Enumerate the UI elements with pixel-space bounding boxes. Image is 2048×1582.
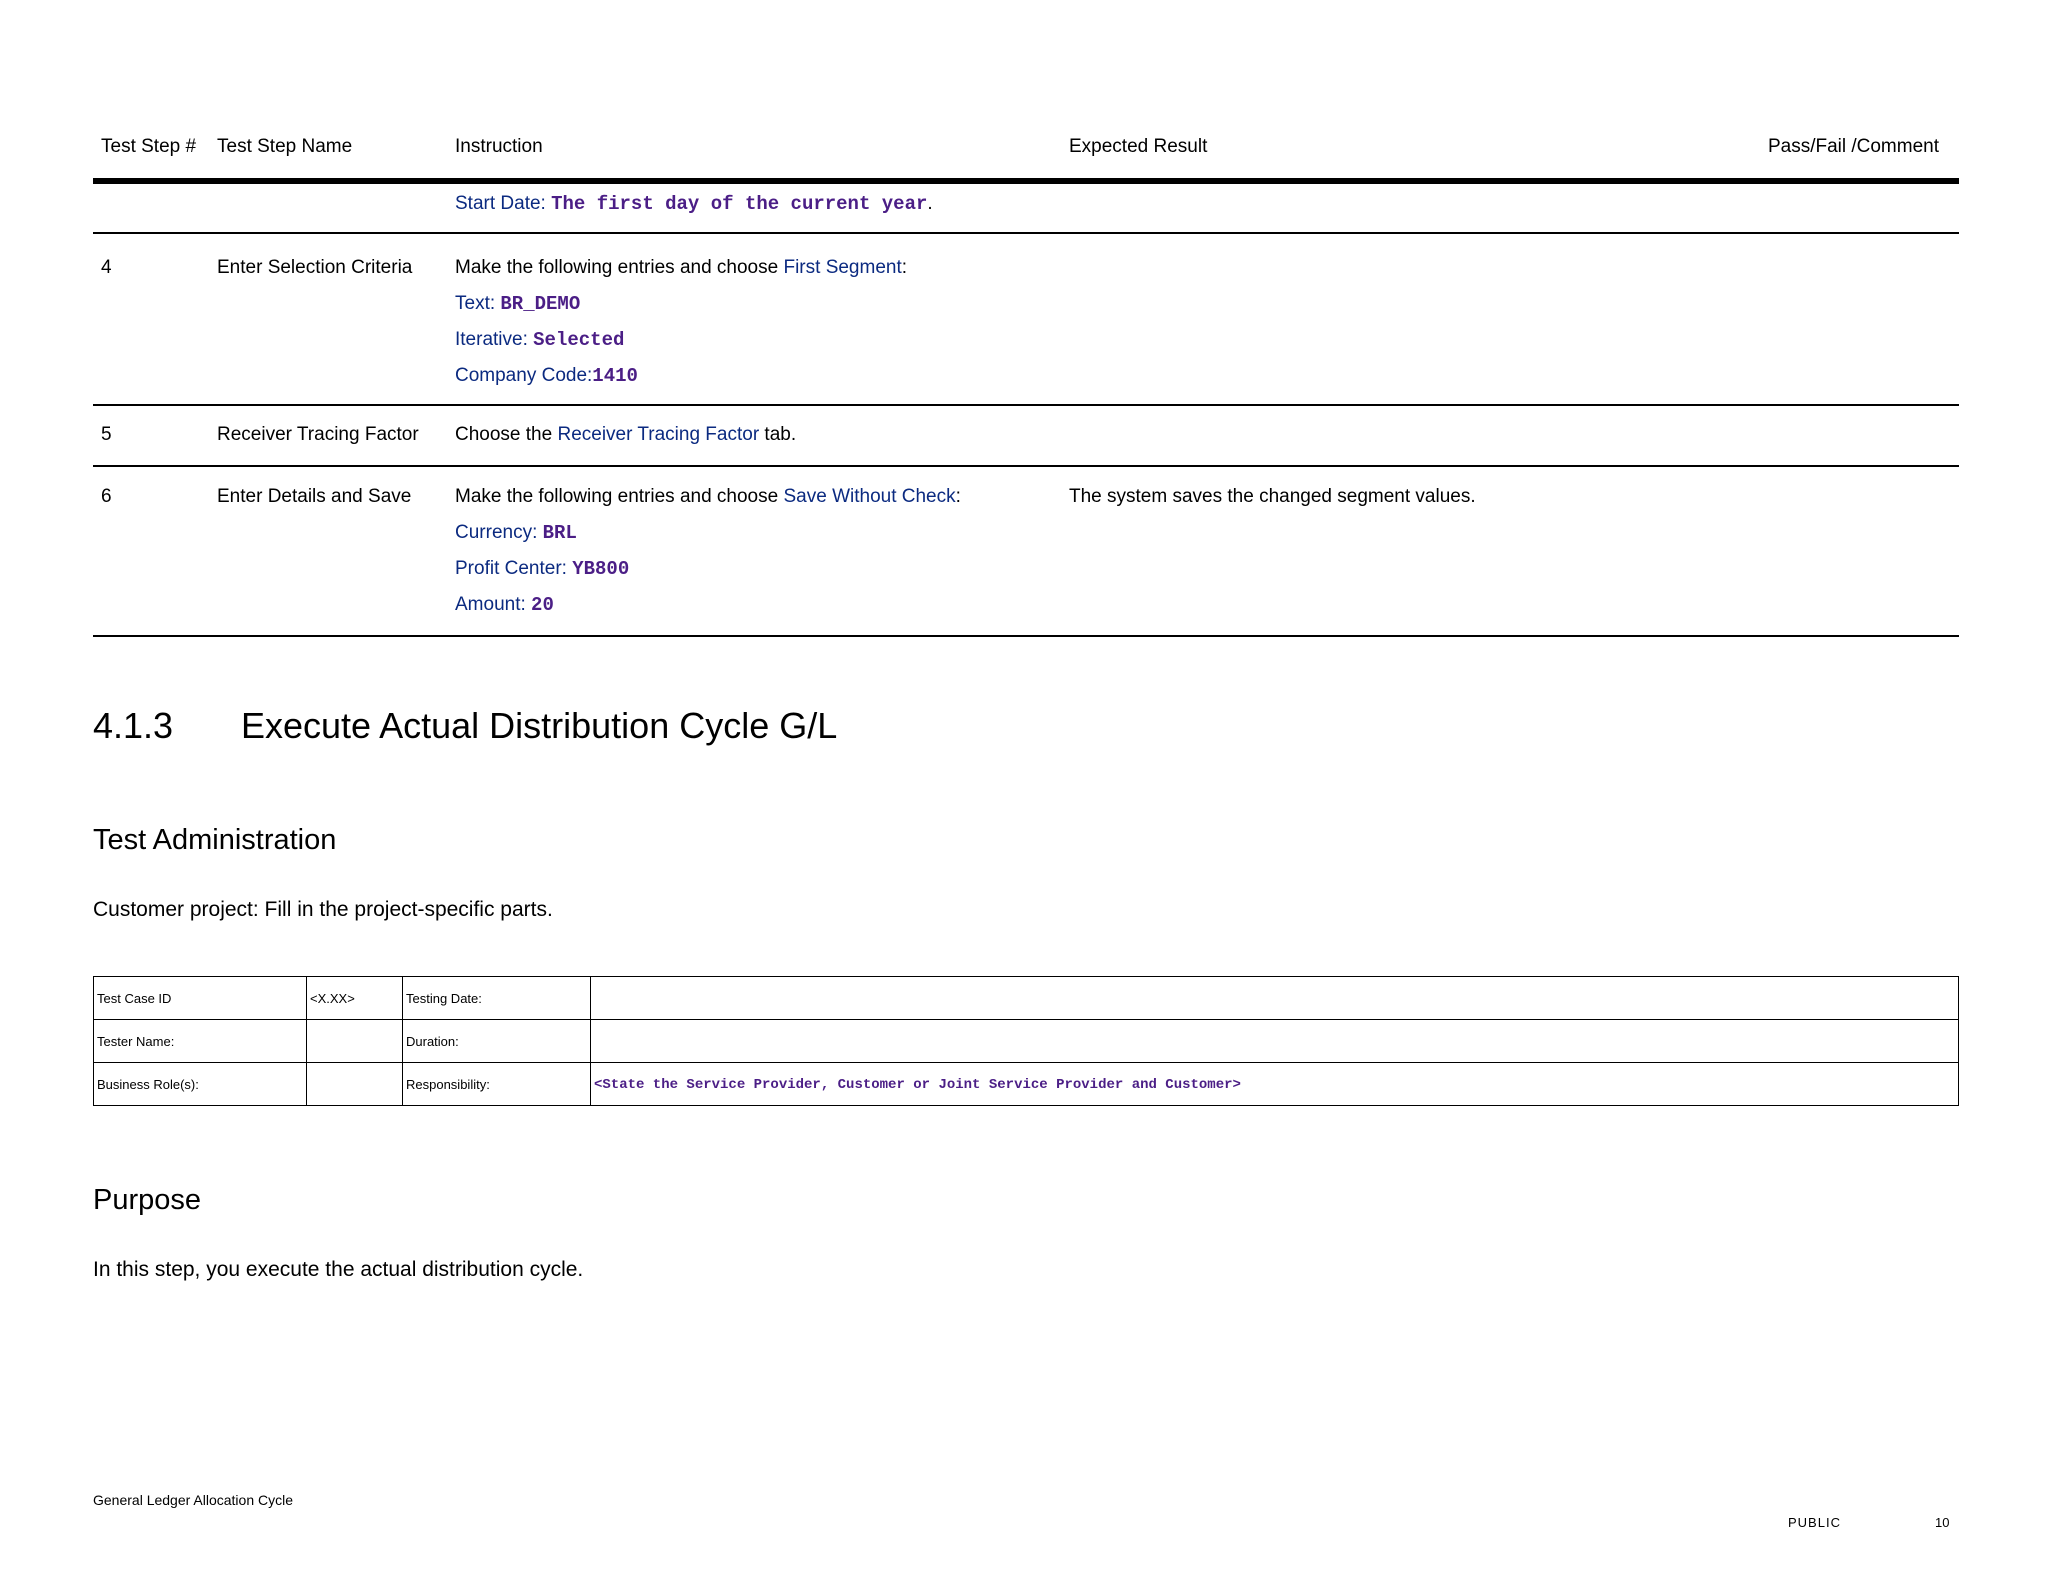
- company-code-value: 1410: [592, 365, 638, 387]
- test-administration-table: [93, 976, 1959, 1106]
- tester-name-label: Tester Name:: [94, 1020, 307, 1063]
- step-number: 6: [101, 486, 112, 507]
- purpose-text: In this step, you execute the actual distribution cycle.: [93, 1258, 584, 1281]
- table-row: [93, 184, 1959, 234]
- section-title: Execute Actual Distribution Cycle G/L: [241, 705, 838, 746]
- table-row: [94, 1020, 1959, 1063]
- expected-result: The system saves the changed segment values.: [1069, 486, 1476, 507]
- action-first-segment: First Segment: [783, 257, 902, 278]
- iterative-value: Selected: [533, 329, 625, 351]
- header-step-number: Test Step #: [101, 136, 197, 157]
- table-row: [93, 406, 1959, 467]
- responsibility-value: [591, 1063, 1959, 1106]
- table-row: [94, 1063, 1959, 1106]
- duration-label: Duration:: [403, 1020, 591, 1063]
- responsibility-placeholder: <State the Service Provider, Customer or Joint Service Provider and Customer>: [594, 1076, 1241, 1093]
- currency-label: Currency:: [455, 522, 538, 543]
- action-save-without-check: Save Without Check: [783, 486, 956, 507]
- footer-page-number: 10: [1935, 1515, 1950, 1530]
- start-date-value: The first day of the current year: [551, 193, 928, 215]
- test-case-id-label: Test Case ID: [94, 977, 307, 1020]
- start-date-period: .: [927, 193, 933, 214]
- instruction-lead: Choose the: [455, 424, 558, 445]
- text-label: Text:: [455, 293, 496, 314]
- testing-date-label: Testing Date:: [403, 977, 591, 1020]
- table-row: [94, 977, 1959, 1020]
- instruction-lead: Make the following entries and choose: [455, 257, 784, 278]
- header-expected-result: Expected Result: [1069, 136, 1208, 157]
- footer-classification: PUBLIC: [1788, 1515, 1841, 1530]
- duration-value: [591, 1020, 1959, 1063]
- header-step-name: Test Step Name: [217, 136, 353, 157]
- step-number: 5: [101, 424, 112, 445]
- amount-label: Amount:: [455, 594, 526, 615]
- customer-project-note: Customer project: Fill in the project-specific parts.: [93, 898, 553, 921]
- profit-center-value: YB800: [572, 558, 630, 580]
- test-steps-table: [93, 126, 1959, 637]
- responsibility-label: Responsibility:: [403, 1063, 591, 1106]
- action-receiver-tracing-factor: Receiver Tracing Factor: [557, 424, 760, 445]
- currency-value: BRL: [542, 522, 577, 544]
- amount-value: 20: [531, 594, 554, 616]
- iterative-label: Iterative:: [455, 329, 528, 350]
- test-administration-heading: Test Administration: [93, 824, 337, 856]
- business-roles-value: [307, 1063, 403, 1106]
- instruction-colon: :: [955, 486, 961, 507]
- section-number: 4.1.3: [93, 705, 174, 746]
- instruction-tail: tab.: [759, 424, 797, 445]
- start-date-label: Start Date:: [455, 193, 546, 214]
- text-value: BR_DEMO: [500, 293, 581, 315]
- step-name: Enter Selection Criteria: [217, 257, 413, 278]
- footer-document-title: General Ledger Allocation Cycle: [93, 1492, 294, 1508]
- testing-date-value: [591, 977, 1959, 1020]
- step-name: Receiver Tracing Factor: [217, 424, 419, 445]
- header-pass-fail: Pass/Fail /Comment: [1767, 136, 1939, 157]
- step-name: Enter Details and Save: [217, 486, 412, 507]
- tester-name-value: [307, 1020, 403, 1063]
- instruction-lead: Make the following entries and choose: [455, 486, 784, 507]
- purpose-heading: Purpose: [93, 1184, 202, 1216]
- test-case-id-value: <X.XX>: [307, 977, 403, 1020]
- table-row: [93, 234, 1959, 406]
- profit-center-label: Profit Center:: [455, 558, 567, 579]
- header-instruction: Instruction: [455, 136, 543, 157]
- business-roles-label: Business Role(s):: [94, 1063, 307, 1106]
- instruction-colon: :: [901, 257, 908, 278]
- table-header: [93, 126, 1959, 184]
- company-code-label: Company Code:: [455, 365, 593, 386]
- step-number: 4: [101, 257, 112, 278]
- table-row: [93, 467, 1959, 637]
